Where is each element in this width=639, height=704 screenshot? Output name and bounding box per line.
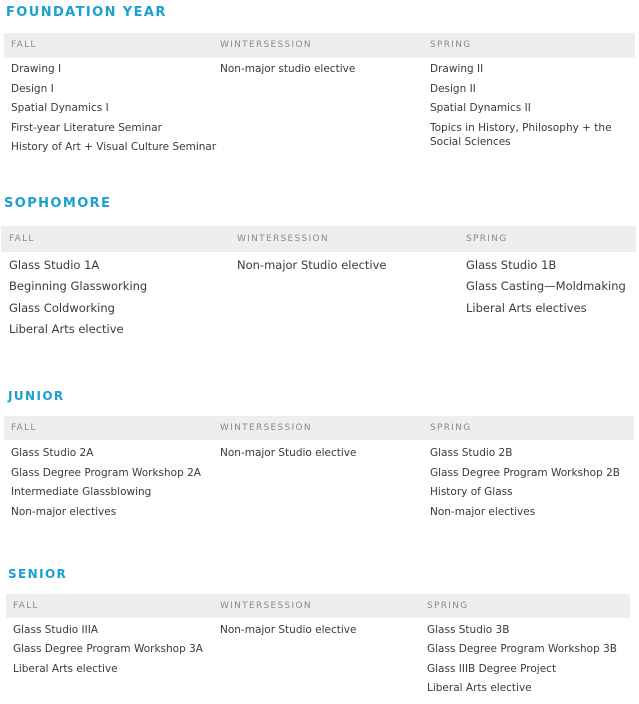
fall-course-list	[9, 258, 234, 343]
term-header-bar	[4, 416, 634, 440]
course-item: Liberal Arts elective	[13, 662, 118, 675]
fall-header: FALL	[11, 40, 37, 50]
fall-course-list	[13, 623, 213, 681]
spring-header: SPRING	[430, 423, 472, 433]
course-item: Beginning Glassworking	[9, 279, 148, 294]
wintersession-header: WINTERSESSION	[220, 601, 312, 611]
term-header-bar	[4, 33, 635, 58]
course-item: Glass Studio 2A	[11, 447, 94, 459]
year-title: SENIOR	[8, 567, 68, 581]
spring-course-list	[466, 258, 636, 322]
course-item: Topics in History, Philosophy + the Social Sciences	[430, 121, 612, 148]
course-item: Non-major studio elective	[220, 63, 356, 75]
course-item: Glass Casting—Moldmaking	[466, 279, 626, 294]
course-item: Glass Degree Program Workshop 2A	[11, 466, 201, 479]
course-item: Drawing I	[11, 63, 62, 75]
course-item: Glass Degree Program Workshop 3B	[427, 643, 617, 656]
wintersession-course-list	[220, 623, 420, 642]
course-item: Design I	[11, 82, 54, 95]
fall-header: FALL	[9, 234, 35, 244]
course-item: History of Art + Visual Culture Seminar	[11, 141, 217, 154]
course-item: Glass Degree Program Workshop 3A	[13, 643, 203, 656]
course-item: Design II	[430, 82, 476, 95]
term-header-bar	[6, 594, 630, 618]
course-item: First-year Literature Seminar	[11, 121, 162, 134]
course-item: Glass Degree Program Workshop 2B	[430, 466, 620, 479]
wintersession-header: WINTERSESSION	[220, 423, 312, 433]
course-item: Liberal Arts elective	[427, 682, 532, 695]
course-item: History of Glass	[430, 486, 513, 499]
fall-header: FALL	[13, 601, 39, 611]
course-item: Glass Studio 1A	[9, 258, 100, 272]
course-item: Spatial Dynamics I	[11, 102, 109, 115]
wintersession-course-list	[237, 258, 462, 279]
course-item: Intermediate Glassblowing	[11, 486, 152, 499]
wintersession-header: WINTERSESSION	[237, 234, 329, 244]
wintersession-course-list	[220, 62, 420, 82]
course-item: Glass IIIB Degree Project	[427, 662, 557, 675]
course-item: Non-major electives	[430, 505, 536, 518]
course-item: Non-major Studio elective	[237, 258, 387, 272]
course-item: Glass Studio 3B	[427, 624, 510, 636]
course-item: Glass Studio 1B	[466, 258, 557, 272]
fall-course-list	[11, 62, 216, 160]
spring-course-list	[430, 446, 635, 524]
course-item: Non-major electives	[11, 505, 117, 518]
wintersession-course-list	[220, 446, 420, 466]
year-title: SOPHOMORE	[4, 196, 112, 211]
course-item: Non-major Studio elective	[220, 447, 357, 459]
spring-header: SPRING	[427, 601, 469, 611]
course-item: Non-major Studio elective	[220, 624, 357, 636]
course-item: Liberal Arts elective	[9, 321, 124, 336]
year-title: FOUNDATION YEAR	[6, 5, 167, 20]
course-item: Drawing II	[430, 63, 484, 75]
year-title: JUNIOR	[8, 389, 65, 403]
course-item: Glass Studio IIIA	[13, 624, 99, 636]
course-item: Spatial Dynamics II	[430, 102, 531, 115]
spring-header: SPRING	[466, 234, 508, 244]
spring-header: SPRING	[430, 40, 472, 50]
spring-course-list	[427, 623, 632, 701]
fall-header: FALL	[11, 423, 37, 433]
wintersession-header: WINTERSESSION	[220, 40, 312, 50]
course-item: Glass Coldworking	[9, 300, 115, 315]
fall-course-list	[11, 446, 216, 524]
course-item: Glass Studio 2B	[430, 447, 513, 459]
course-item: Liberal Arts electives	[466, 300, 587, 315]
spring-course-list	[430, 62, 630, 154]
